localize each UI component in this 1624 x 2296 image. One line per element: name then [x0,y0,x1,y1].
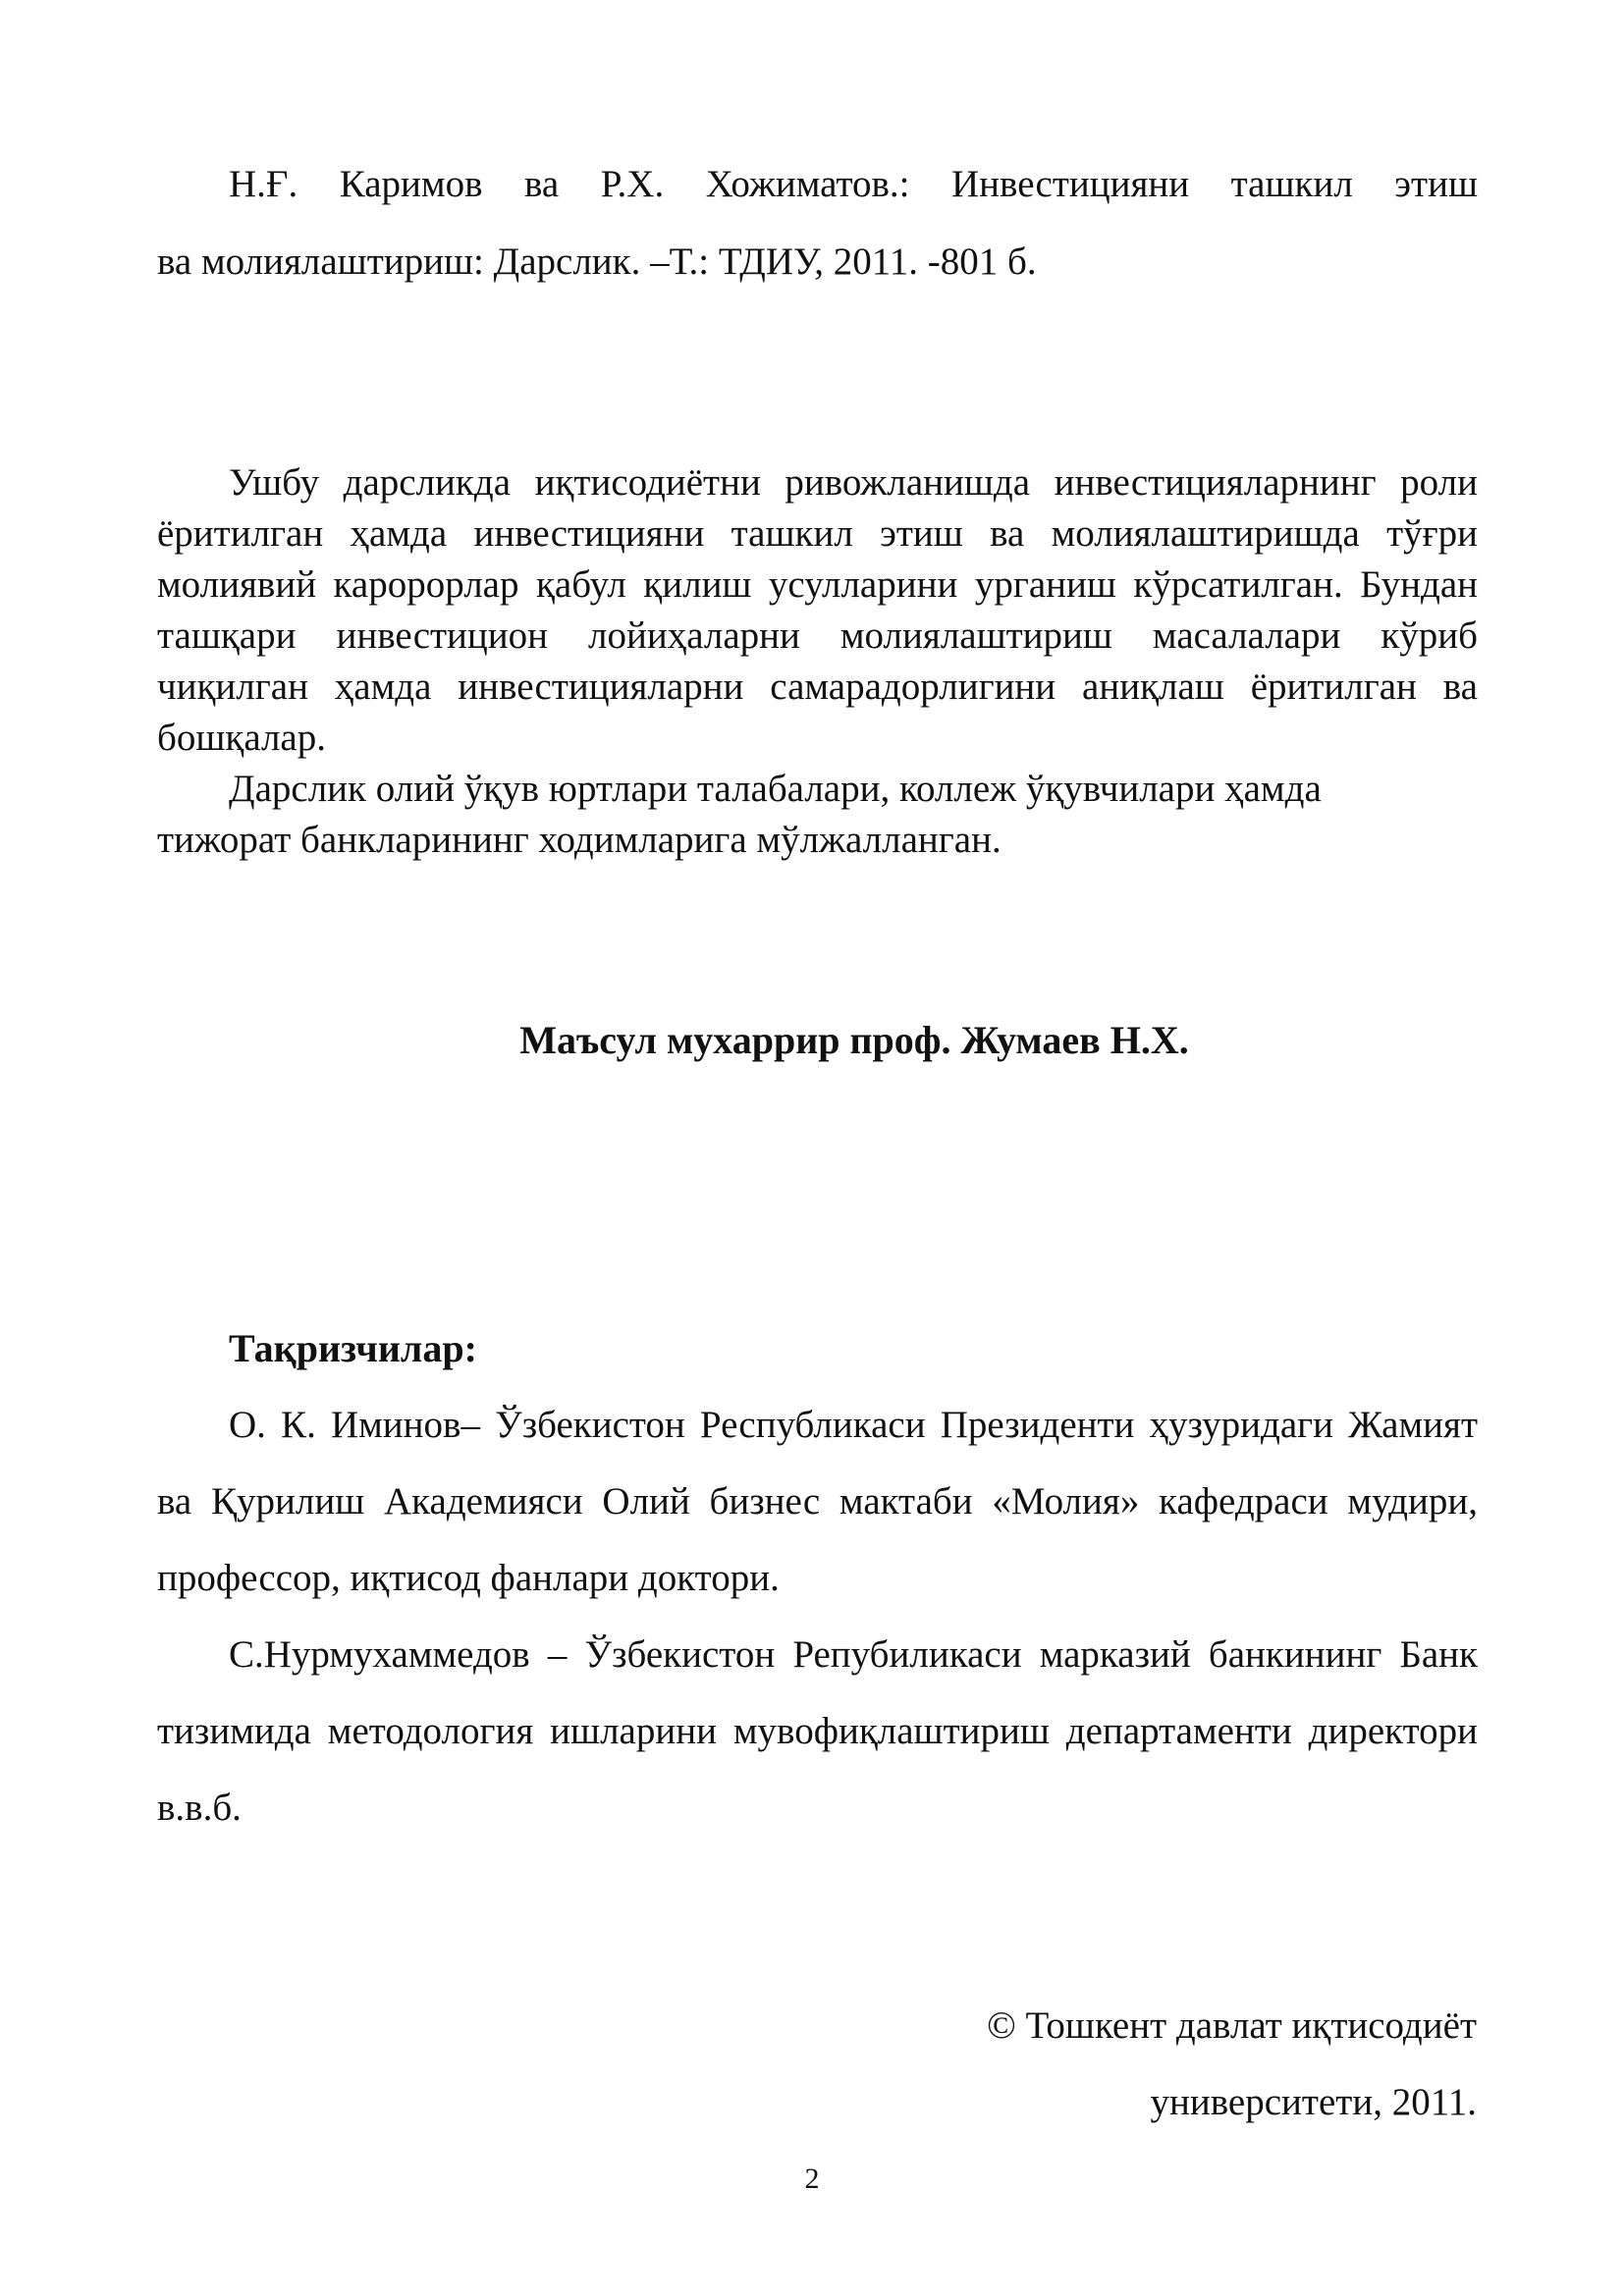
reviewer-1: О. К. Иминов– Ўзбекистон Республикаси Президенти ҳузуридаги Жамият ва Қурилиш Академияси Олий бизнес мактаби «Молия» кафедраси мудири, профессор, иқтисод фанлари доктори. [157,1404,1478,1599]
copyright-line-1: © Тошкент давлат иқтисодиёт [987,2004,1477,2047]
abstract-paragraph-1: Ушбу дарсликда иқтисодиётни ривожланишда инвестицияларнинг роли ёритилган ҳамда инвестицияни ташкил этиш ва молиялаштиришда тўғри молиявий каророрлар қабул қилиш усулларини урганиш кўрсатилган. Бундан ташқари инвестицион лойиҳаларни молиялаштириш масалалари кўриб чиқилган ҳамда инвестицияларни самарадорлигини аниқлаш ёритилган ва бошқалар. [157,461,1478,759]
abstract-paragraph-2: Дарслик олий ўқув юртлари талабалари, коллеж ўқувчилари ҳамда тижорат банкларининг ходимларига мўлжалланган. [157,768,1322,861]
reviewers-section [157,1310,1478,1846]
responsible-editor: Маъсул мухаррир проф. Жумаев Н.Х. [519,1018,1189,1062]
book-abstract [157,457,1478,866]
copyright-line-2: университети, 2011. [1150,2081,1477,2123]
reviewer-2: С.Нурмухаммедов – Ўзбекистон Репубиликаси марказий банкининг Банк тизимида методология ишларини мувофиқлаштириш департаменти директори в.в.б. [157,1633,1478,1829]
copyright-notice [691,1988,1477,2141]
citation-line-2: ва молиялаштириш: Дарслик. –Т.: ТДИУ, 2011. -801 б. [157,240,1037,283]
page-number: 2 [804,2163,820,2195]
citation-line-1: Н.Ғ. Каримов ва Р.Х. Хожиматов.: Инвестицияни ташкил этиш [229,163,1478,205]
bibliographic-citation [157,145,1478,300]
reviewers-heading: Тақризчилар: [229,1326,477,1370]
